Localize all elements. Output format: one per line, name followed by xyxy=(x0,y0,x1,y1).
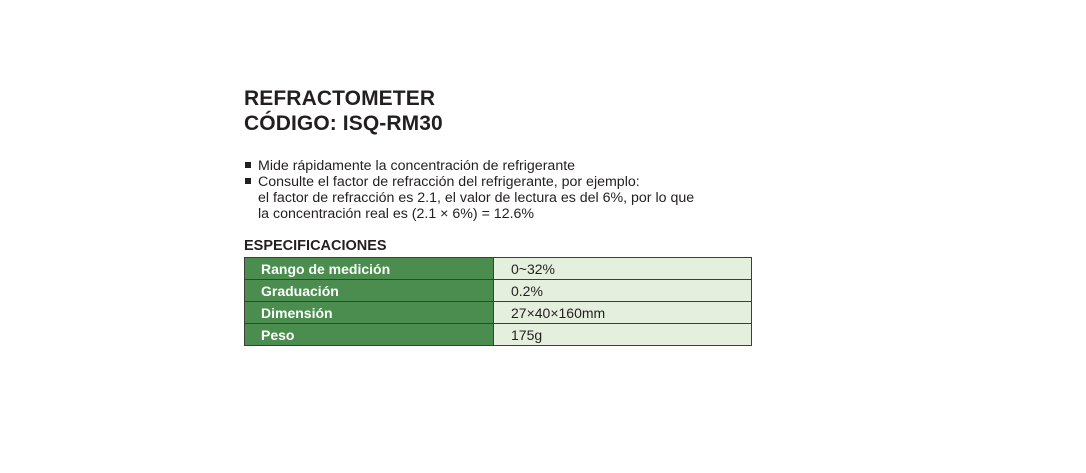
product-code: CÓDIGO: ISQ-RM30 xyxy=(244,112,443,135)
table-row xyxy=(245,258,752,280)
table-row xyxy=(245,324,752,346)
specs-table xyxy=(244,257,752,346)
spec-value: 0.2% xyxy=(494,280,752,302)
table-row xyxy=(245,280,752,302)
spec-label: Dimensión xyxy=(245,302,494,324)
specs-heading: ESPECIFICACIONES xyxy=(244,238,387,254)
spec-value: 175g xyxy=(494,324,752,346)
feature-item xyxy=(244,174,764,222)
spec-label: Rango de medición xyxy=(245,258,494,280)
product-title xyxy=(244,86,764,136)
table-row xyxy=(245,302,752,324)
feature-line: la concentración real es (2.1 × 6%) = 12.6% xyxy=(258,206,535,222)
feature-list xyxy=(244,158,764,222)
spec-value: 27×40×160mm xyxy=(494,302,752,324)
square-bullet-icon xyxy=(245,178,251,184)
feature-item xyxy=(244,158,764,174)
product-name: REFRACTOMETER xyxy=(244,87,436,110)
spec-value: 0~32% xyxy=(494,258,752,280)
feature-line: el factor de refracción es 2.1, el valor de lectura es del 6%, por lo que xyxy=(258,190,695,206)
feature-line: Mide rápidamente la concentración de refrigerante xyxy=(258,158,576,174)
spec-label: Peso xyxy=(245,324,494,346)
product-sheet xyxy=(244,86,764,346)
feature-line: Consulte el factor de refracción del refrigerante, por ejemplo: xyxy=(258,174,640,190)
square-bullet-icon xyxy=(245,162,251,168)
spec-label: Graduación xyxy=(245,280,494,302)
